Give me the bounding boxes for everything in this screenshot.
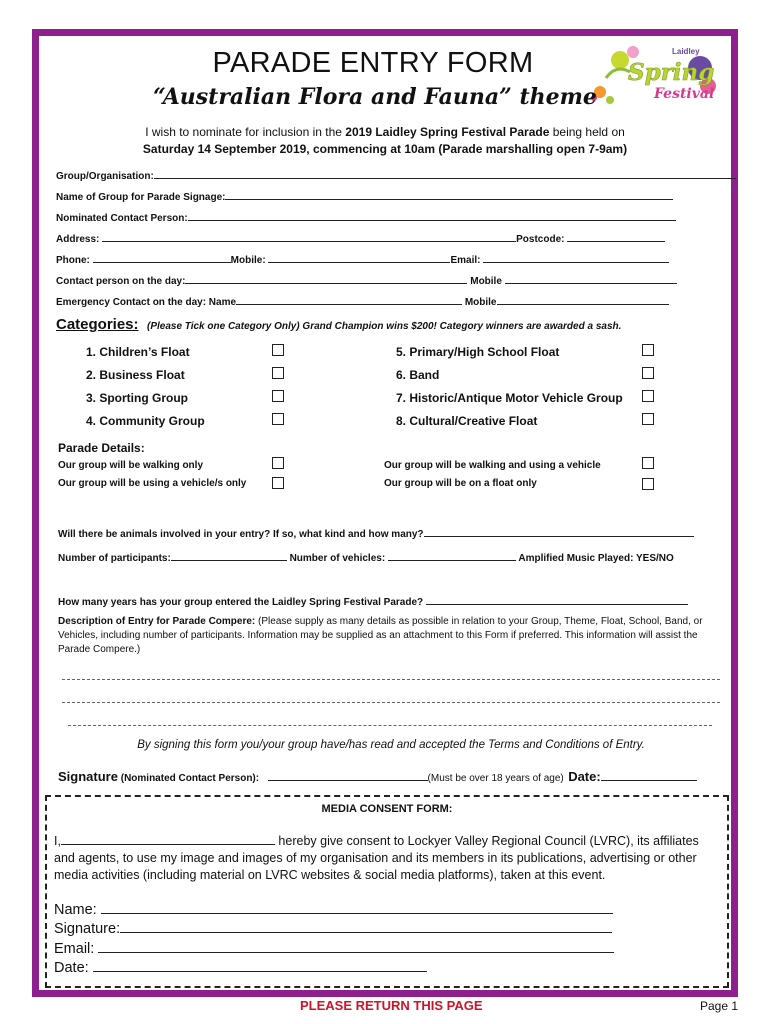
category-label-2: 2. Business Float (86, 368, 185, 382)
parade-details-heading: Parade Details: (58, 441, 145, 455)
form-title: PARADE ENTRY FORM (212, 47, 534, 79)
field-emergency-contact[interactable]: Emergency Contact on the day: Name Mobile (56, 296, 669, 308)
page-number: Page 1 (700, 999, 739, 1013)
media-email-field[interactable]: Email: (54, 941, 614, 957)
field-signage[interactable]: Name of Group for Parade Signage: (56, 191, 673, 203)
categories-heading: Categories: (56, 316, 139, 333)
category-checkbox-4[interactable] (272, 413, 284, 425)
terms-statement: By signing this form you/your group have/has read and accepted the Terms and Conditions of Entry. (137, 739, 645, 751)
description-line-2[interactable] (62, 702, 720, 703)
svg-text:Festival: Festival (654, 86, 715, 102)
parade-option-walking-vehicle: Our group will be walking and using a vehicle (384, 460, 601, 471)
intro-line-1: I wish to nominate for inclusion in the 2019 Laidley Spring Festival Parade being held on (145, 125, 625, 139)
category-label-5: 5. Primary/High School Float (396, 345, 560, 359)
media-signature-field[interactable]: Signature: (54, 921, 612, 937)
consent-name-line[interactable] (61, 833, 275, 845)
category-checkbox-6[interactable] (642, 367, 654, 379)
intro-line-2: Saturday 14 September 2019, commencing at 10am (Parade marshalling open 7-9am) (142, 142, 628, 156)
category-label-4: 4. Community Group (86, 414, 205, 428)
field-group[interactable]: Group/Organisation: (56, 170, 736, 182)
signature-row[interactable]: Signature (Nominated Contact Person): (Must be over 18 years of age) Date: (58, 768, 697, 786)
svg-text:Spring: Spring (628, 59, 715, 86)
parade-checkbox-vehicle[interactable] (272, 477, 284, 489)
categories-note: (Please Tick one Category Only) Grand Champion wins $200! Category winners are awarded a sash. (146, 321, 622, 332)
category-label-6: 6. Band (396, 368, 440, 382)
media-name-field[interactable]: Name: (54, 902, 613, 918)
parade-option-vehicle: Our group will be using a vehicle/s only (58, 478, 247, 489)
theme-subtitle: “Australian Flora and Fauna” theme (153, 84, 597, 110)
category-label-3: 3. Sporting Group (86, 391, 188, 405)
parade-checkbox-float[interactable] (642, 478, 654, 490)
parade-option-float: Our group will be on a float only (384, 478, 537, 489)
field-phone[interactable]: Phone: Mobile: Email: (56, 254, 669, 266)
categories-heading-row (56, 316, 621, 334)
category-label-7: 7. Historic/Antique Motor Vehicle Group (396, 391, 623, 405)
field-participants-row[interactable]: Number of participants: Number of vehicles: Amplified Music Played: YES/NO (58, 553, 674, 564)
field-animals[interactable]: Will there be animals involved in your entry? If so, what kind and how many? (58, 528, 694, 540)
svg-text:Laidley: Laidley (672, 47, 700, 56)
description-line-1[interactable] (62, 679, 720, 680)
media-consent-text: I, hereby give consent to Lockyer Valley Regional Council (LVRC), its affiliates and agents, to use my image and images of my organisation and its members in its publications, advertising or other media activities (including material on LVRC websites & social media platforms), taken at this event. (54, 834, 699, 882)
description-line-3[interactable] (68, 725, 712, 726)
category-checkbox-3[interactable] (272, 390, 284, 402)
field-contact-person[interactable]: Nominated Contact Person: (56, 212, 676, 224)
category-label-1: 1. Children’s Float (86, 345, 190, 359)
field-address[interactable]: Address: Postcode: (56, 233, 665, 245)
media-consent-heading: MEDIA CONSENT FORM: (321, 803, 453, 815)
return-notice: PLEASE RETURN THIS PAGE (300, 998, 483, 1013)
parade-option-walking: Our group will be walking only (58, 460, 204, 471)
category-checkbox-7[interactable] (642, 390, 654, 402)
category-checkbox-2[interactable] (272, 367, 284, 379)
compere-description: Description of Entry for Parade Compere: (Please supply as many details as possible in relation to your Group, Theme, Float, School, Band, or Vehicles, including number of participants. Information may be supplied as an attachment to this Form if preferred. This information will assist the Parade Compere.) (58, 616, 703, 655)
field-contact-day[interactable]: Contact person on the day: Mobile (56, 275, 677, 287)
parade-checkbox-walking[interactable] (272, 457, 284, 469)
category-checkbox-1[interactable] (272, 344, 284, 356)
category-checkbox-8[interactable] (642, 413, 654, 425)
category-label-8: 8. Cultural/Creative Float (396, 414, 538, 428)
category-checkbox-5[interactable] (642, 344, 654, 356)
field-years-entered[interactable]: How many years has your group entered the Laidley Spring Festival Parade? (58, 596, 688, 608)
media-date-field[interactable]: Date: (54, 960, 427, 976)
parade-checkbox-walking-vehicle[interactable] (642, 457, 654, 469)
